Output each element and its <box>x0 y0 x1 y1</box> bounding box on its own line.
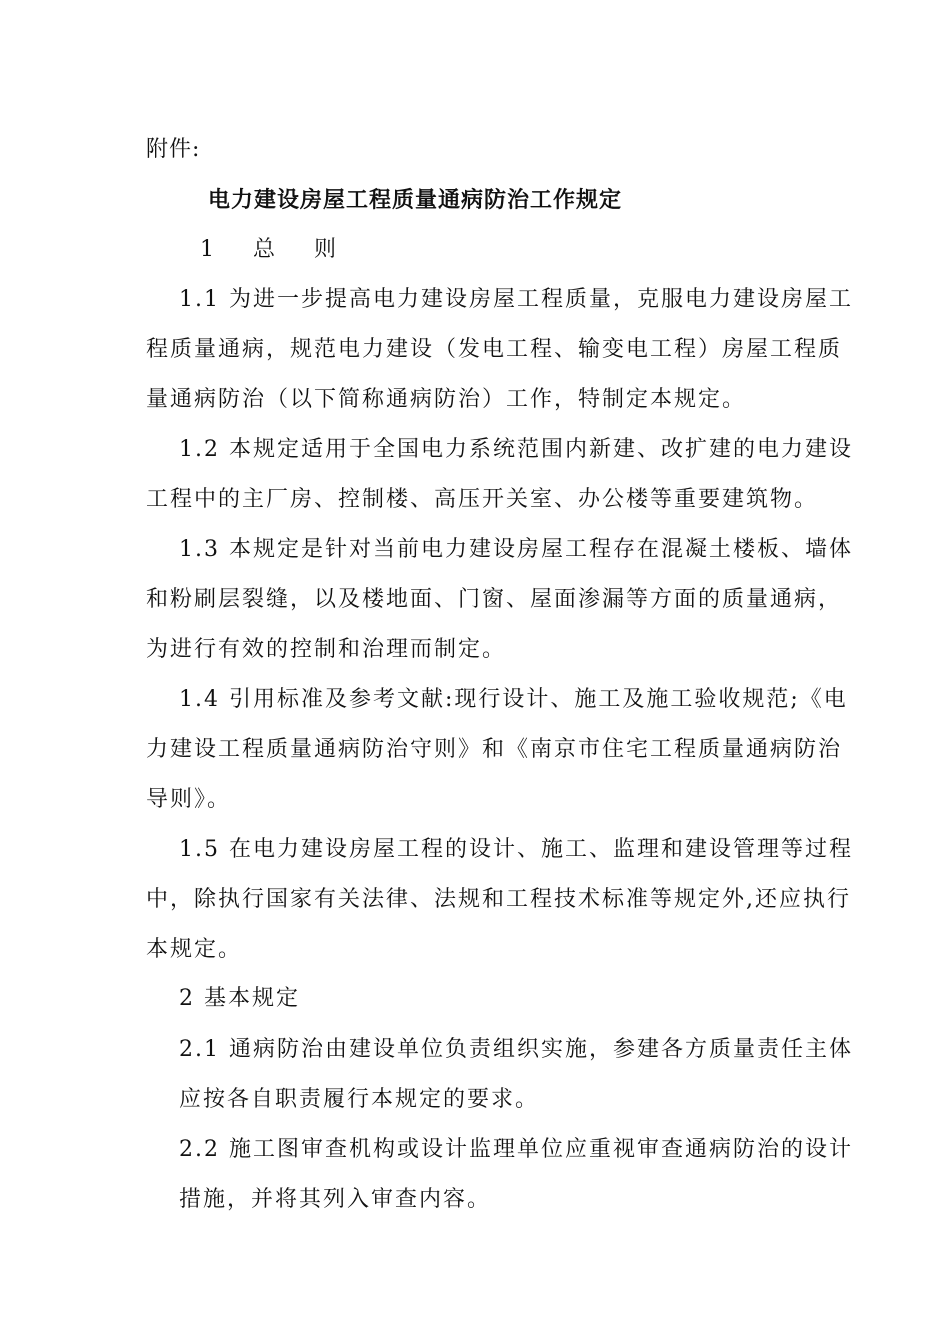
paragraph-1-4-line-2: 力建设工程质量通病防治守则》和《南京市住宅工程质量通病防治 <box>146 737 843 762</box>
paragraph-1-5-line-3: 本规定。 <box>146 937 243 962</box>
paragraph-2-2-line-2: 措施，并将其列入审查内容。 <box>179 1187 492 1212</box>
paragraph-1-4-line-1: 1.4 引用标准及参考文献:现行设计、施工及施工验收规范;《电 <box>179 687 848 712</box>
attachment-label: 附件: <box>146 137 201 162</box>
section-2-heading: 2 基本规定 <box>179 986 300 1011</box>
paragraph-1-1-line-2: 程质量通病，规范电力建设（发电工程、输变电工程）房屋工程质 <box>146 337 843 362</box>
document-title: 电力建设房屋工程质量通病防治工作规定 <box>208 187 623 213</box>
paragraph-1-1-line-1: 1.1 为进一步提高电力建设房屋工程质量，克服电力建设房屋工 <box>179 287 853 312</box>
paragraph-1-3-line-2: 和粉刷层裂缝，以及楼地面、门窗、屋面渗漏等方面的质量通病， <box>146 587 843 612</box>
paragraph-2-1-line-2: 应按各自职责履行本规定的要求。 <box>179 1087 540 1112</box>
section-1-heading: 1 总 则 <box>200 237 352 262</box>
paragraph-1-5-line-2: 中，除执行国家有关法律、法规和工程技术标准等规定外,还应执行 <box>146 887 851 912</box>
paragraph-1-2-line-2: 工程中的主厂房、控制楼、高压开关室、办公楼等重要建筑物。 <box>146 487 819 512</box>
paragraph-2-2-line-1: 2.2 施工图审查机构或设计监理单位应重视审查通病防治的设计 <box>179 1137 853 1162</box>
paragraph-1-4-line-3: 导则》。 <box>146 787 232 812</box>
paragraph-1-1-line-3: 量通病防治（以下简称通病防治）工作，特制定本规定。 <box>146 387 747 412</box>
paragraph-1-3-line-1: 1.3 本规定是针对当前电力建设房屋工程存在混凝土楼板、墙体 <box>179 537 853 562</box>
paragraph-1-5-line-1: 1.5 在电力建设房屋工程的设计、施工、监理和建设管理等过程 <box>179 837 853 862</box>
paragraph-1-3-line-3: 为进行有效的控制和治理而制定。 <box>146 637 507 662</box>
paragraph-2-1-line-1: 2.1 通病防治由建设单位负责组织实施，参建各方质量责任主体 <box>179 1037 853 1062</box>
paragraph-1-2-line-1: 1.2 本规定适用于全国电力系统范围内新建、改扩建的电力建设 <box>179 437 853 462</box>
